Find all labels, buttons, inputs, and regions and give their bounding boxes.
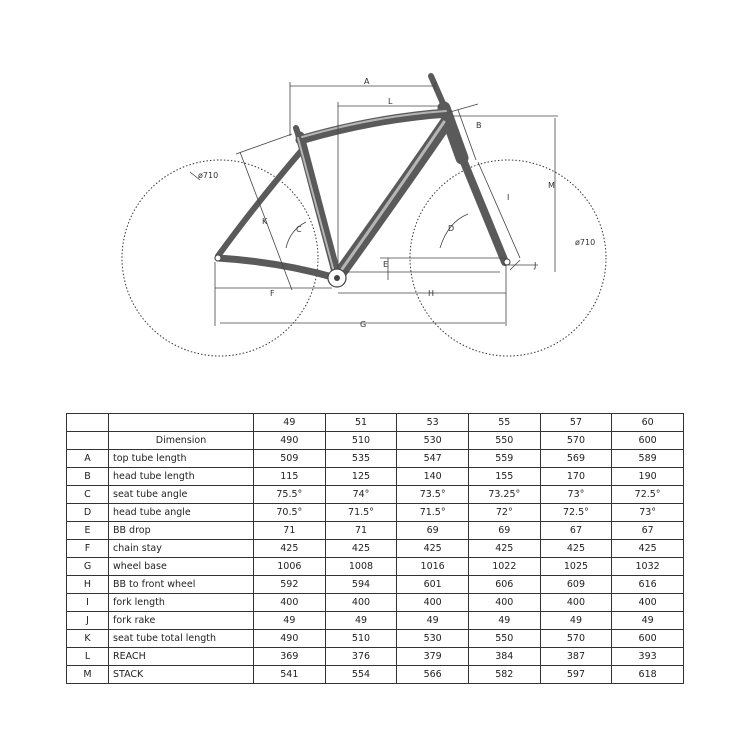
dim-m — [452, 116, 558, 272]
table-row — [67, 612, 684, 630]
dim-c — [286, 222, 306, 248]
row-code: M — [67, 666, 109, 684]
row-code: F — [67, 540, 109, 558]
dim-l-label: L — [388, 97, 393, 106]
row-code: I — [67, 594, 109, 612]
row-value: 400 — [540, 594, 612, 612]
row-value: 49 — [468, 612, 540, 630]
table-row — [67, 450, 684, 468]
table-row — [67, 486, 684, 504]
row-value: 1008 — [325, 558, 397, 576]
geometry-table — [66, 413, 684, 684]
front-wheel-diameter-label: ø710 — [575, 238, 596, 247]
geometry-table-container — [66, 413, 683, 684]
row-value: 49 — [612, 612, 684, 630]
dim-f-label: F — [270, 289, 275, 298]
row-value: 376 — [325, 648, 397, 666]
seat-tube — [300, 136, 337, 276]
row-value: 49 — [397, 612, 469, 630]
row-code: G — [67, 558, 109, 576]
row-value: 554 — [325, 666, 397, 684]
row-value: 73° — [612, 504, 684, 522]
row-code: K — [67, 630, 109, 648]
row-value: 73.5° — [397, 486, 469, 504]
row-value: 618 — [612, 666, 684, 684]
row-value: 541 — [254, 666, 326, 684]
row-value: 425 — [540, 540, 612, 558]
row-value: 400 — [468, 594, 540, 612]
row-code: H — [67, 576, 109, 594]
table-row — [67, 558, 684, 576]
row-value: 125 — [325, 468, 397, 486]
header-cell — [109, 414, 254, 432]
row-value: 72° — [468, 504, 540, 522]
row-value: 72.5° — [540, 504, 612, 522]
row-value: 140 — [397, 468, 469, 486]
row-value: 369 — [254, 648, 326, 666]
size-header-cell: 55 — [468, 414, 540, 432]
row-value: 71.5° — [325, 504, 397, 522]
dim-c-label: C — [296, 225, 302, 234]
row-label: fork length — [109, 594, 254, 612]
size-header-cell: 53 — [397, 414, 469, 432]
row-value: 425 — [397, 540, 469, 558]
size-header-cell: 60 — [612, 414, 684, 432]
dim-k — [236, 134, 292, 290]
row-value: 393 — [612, 648, 684, 666]
row-label: BB drop — [109, 522, 254, 540]
row-code: D — [67, 504, 109, 522]
size-header-cell: 57 — [540, 414, 612, 432]
row-value: 155 — [468, 468, 540, 486]
row-label: chain stay — [109, 540, 254, 558]
row-label: STACK — [109, 666, 254, 684]
steerer — [431, 76, 445, 108]
size-header-row — [67, 414, 684, 432]
row-value: 566 — [397, 666, 469, 684]
row-label: seat tube angle — [109, 486, 254, 504]
row-value: 616 — [612, 576, 684, 594]
dim-e — [345, 258, 505, 280]
row-code: C — [67, 486, 109, 504]
row-label: head tube length — [109, 468, 254, 486]
row-value: 379 — [397, 648, 469, 666]
dim-b-label: B — [476, 121, 482, 130]
row-value: 71.5° — [397, 504, 469, 522]
row-value: 425 — [468, 540, 540, 558]
row-value: 559 — [468, 450, 540, 468]
row-label: BB to front wheel — [109, 576, 254, 594]
dim-k-label: K — [262, 217, 268, 226]
row-value: 1022 — [468, 558, 540, 576]
dimension-header-row — [67, 432, 684, 450]
size-header-cell: 51 — [325, 414, 397, 432]
row-label: wheel base — [109, 558, 254, 576]
row-value: 49 — [540, 612, 612, 630]
row-value: 69 — [468, 522, 540, 540]
row-value: 74° — [325, 486, 397, 504]
row-value: 490 — [254, 630, 326, 648]
row-value: 597 — [540, 666, 612, 684]
table-row — [67, 504, 684, 522]
row-code: J — [67, 612, 109, 630]
row-value: 70.5° — [254, 504, 326, 522]
row-value: 600 — [612, 630, 684, 648]
row-value: 71 — [254, 522, 326, 540]
row-value: 592 — [254, 576, 326, 594]
row-value: 69 — [397, 522, 469, 540]
rear-dropout — [215, 255, 221, 261]
row-value: 71 — [325, 522, 397, 540]
size-header-cell: 49 — [254, 414, 326, 432]
row-value: 582 — [468, 666, 540, 684]
table-row — [67, 576, 684, 594]
seat-stay — [218, 150, 302, 256]
table-row — [67, 540, 684, 558]
table-row — [67, 468, 684, 486]
dim-h-label: H — [428, 289, 435, 298]
row-value: 384 — [468, 648, 540, 666]
row-value: 425 — [325, 540, 397, 558]
row-label: seat tube total length — [109, 630, 254, 648]
row-value: 400 — [254, 594, 326, 612]
table-row — [67, 594, 684, 612]
row-value: 75.5° — [254, 486, 326, 504]
row-code: L — [67, 648, 109, 666]
row-value: 589 — [612, 450, 684, 468]
dimension-header-cell: 530 — [397, 432, 469, 450]
row-code: E — [67, 522, 109, 540]
row-value: 535 — [325, 450, 397, 468]
dim-d — [440, 214, 468, 248]
dimension-header-cell: 550 — [468, 432, 540, 450]
dim-h — [338, 266, 506, 326]
dim-a-label: A — [364, 77, 370, 86]
table-row — [67, 630, 684, 648]
row-value: 387 — [540, 648, 612, 666]
dim-d-label: D — [448, 224, 455, 233]
table-row — [67, 522, 684, 540]
row-value: 1006 — [254, 558, 326, 576]
row-label: top tube length — [109, 450, 254, 468]
row-value: 601 — [397, 576, 469, 594]
row-value: 1025 — [540, 558, 612, 576]
row-value: 170 — [540, 468, 612, 486]
dimension-header-cell: 510 — [325, 432, 397, 450]
row-value: 594 — [325, 576, 397, 594]
dim-j-label: J — [534, 261, 537, 270]
header-cell — [67, 414, 109, 432]
row-value: 425 — [612, 540, 684, 558]
dim-m-label: M — [548, 181, 555, 190]
row-value: 606 — [468, 576, 540, 594]
row-value: 72.5° — [612, 486, 684, 504]
row-value: 570 — [540, 630, 612, 648]
row-value: 115 — [254, 468, 326, 486]
row-value: 73° — [540, 486, 612, 504]
table-row — [67, 648, 684, 666]
row-value: 547 — [397, 450, 469, 468]
row-label: fork rake — [109, 612, 254, 630]
row-value: 190 — [612, 468, 684, 486]
fork — [459, 150, 505, 262]
row-code: B — [67, 468, 109, 486]
row-value: 400 — [325, 594, 397, 612]
dim-i-label: I — [507, 193, 510, 202]
dim-e-label: E — [383, 260, 389, 269]
row-value: 400 — [612, 594, 684, 612]
row-value: 530 — [397, 630, 469, 648]
table-row — [67, 666, 684, 684]
row-value: 509 — [254, 450, 326, 468]
row-value: 73.25° — [468, 486, 540, 504]
dimension-header-cell: 570 — [540, 432, 612, 450]
top-tube — [300, 113, 448, 140]
row-label: REACH — [109, 648, 254, 666]
row-value: 569 — [540, 450, 612, 468]
row-value: 400 — [397, 594, 469, 612]
row-value: 425 — [254, 540, 326, 558]
row-value: 1016 — [397, 558, 469, 576]
row-value: 67 — [540, 522, 612, 540]
row-value: 1032 — [612, 558, 684, 576]
row-value: 67 — [612, 522, 684, 540]
dimension-header-label: Dimension — [109, 432, 254, 450]
row-value: 49 — [325, 612, 397, 630]
dimension-header-cell: 490 — [254, 432, 326, 450]
row-value: 510 — [325, 630, 397, 648]
dim-g — [220, 320, 505, 329]
bb-center — [334, 275, 340, 281]
row-label: head tube angle — [109, 504, 254, 522]
dimension-header-cell: 600 — [612, 432, 684, 450]
front-dropout — [504, 259, 510, 265]
rear-wheel-diameter-label: ø710 — [198, 171, 219, 180]
row-value: 609 — [540, 576, 612, 594]
chain-stay — [218, 258, 336, 278]
header-cell — [67, 432, 109, 450]
row-value: 49 — [254, 612, 326, 630]
dim-g-label: G — [360, 320, 367, 329]
row-code: A — [67, 450, 109, 468]
row-value: 550 — [468, 630, 540, 648]
